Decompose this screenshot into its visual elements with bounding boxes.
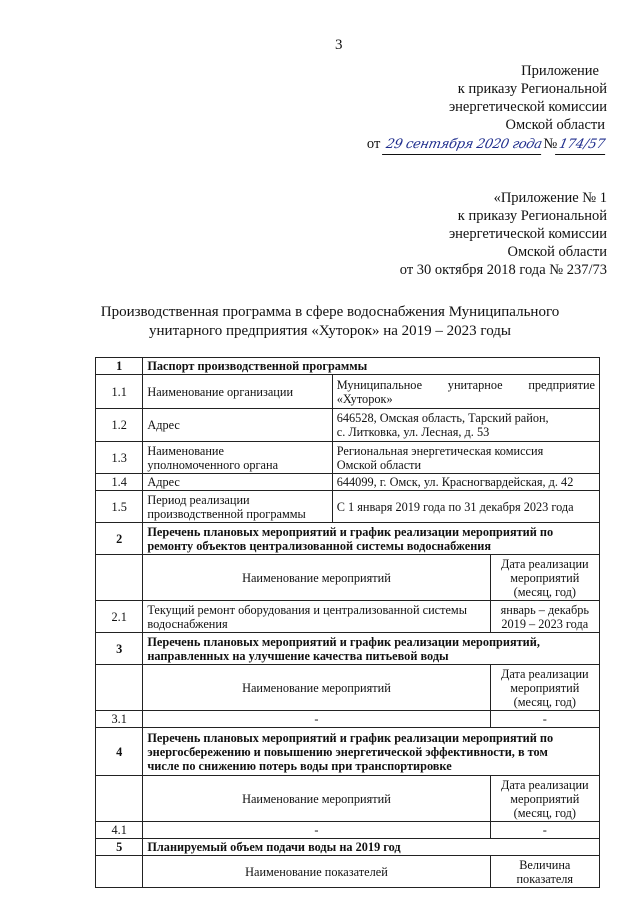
title-line: числе по снижению потерь воды при транспортировке (147, 758, 452, 773)
header-line: Дата реализации (500, 556, 589, 571)
header-line: Дата реализации (500, 666, 589, 681)
section-title (143, 633, 600, 665)
section-title (143, 728, 600, 776)
label-line: производственной программы (147, 506, 306, 521)
title-line: Производственная программа в сфере водоснабжения Муниципального (100, 304, 560, 320)
table-row (96, 474, 600, 491)
event-name: - (143, 822, 490, 839)
header-line: Приложение (521, 63, 599, 79)
annex-line: энергетической комиссии (448, 226, 607, 242)
value-line: Муниципальное унитарное предприятие (336, 377, 595, 392)
section-title: Планируемый объем подачи воды на 2019 год (143, 839, 600, 856)
column-header-value (490, 856, 599, 888)
row-number: 1.1 (96, 375, 143, 409)
header-line: мероприятий (510, 791, 580, 806)
date-line: январь – декабрь (500, 602, 589, 617)
event-date: - (490, 711, 599, 728)
title-line: ремонту объектов централизованной системы водоснабжения (147, 538, 492, 553)
title-line: Перечень плановых мероприятий и график реализации мероприятий, (147, 634, 540, 649)
empty-cell (96, 555, 143, 601)
page-number: 3 (335, 37, 343, 53)
header-line: (месяц, год) (513, 584, 576, 599)
event-line: водоснабжения (147, 616, 228, 631)
header-line: (месяц, год) (513, 805, 576, 820)
event-name: - (143, 711, 490, 728)
row-number: 3.1 (96, 711, 143, 728)
title-line: Перечень плановых мероприятий и график реализации мероприятий по (147, 730, 554, 745)
event-date (490, 601, 599, 633)
section-title (143, 523, 600, 555)
row-label: Адрес (143, 474, 332, 491)
title-line: направленных на улучшение качества питьевой воды (147, 648, 449, 663)
row-value: С 1 января 2019 года по 31 декабря 2023 года (332, 491, 599, 523)
order-date-number (367, 135, 607, 155)
title-line: энергосбережению и повышению энергетической эффективности, в том (147, 744, 548, 759)
table-row (96, 601, 600, 633)
row-value: 644099, г. Омск, ул. Красногвардейская, д. 42 (332, 474, 599, 491)
section-number: 5 (96, 839, 143, 856)
table-row (96, 491, 600, 523)
annex-header (400, 189, 607, 279)
handwritten-date: 29 сентября 2020 года (382, 136, 545, 155)
row-value (332, 409, 599, 442)
header-line: Омской области (505, 117, 605, 133)
column-header-event-name: Наименование мероприятий (143, 776, 490, 822)
document-title (70, 303, 590, 341)
row-label (143, 442, 332, 474)
empty-cell (96, 776, 143, 822)
table-row (96, 375, 600, 409)
row-number: 1.2 (96, 409, 143, 442)
table-row (96, 409, 600, 442)
table-header-row (96, 856, 600, 888)
table-row (96, 442, 600, 474)
value-line: Региональная энергетическая комиссия (336, 443, 544, 458)
section-title: Паспорт производственной программы (143, 358, 600, 375)
event-name (143, 601, 490, 633)
value-line: «Хуторок» (336, 391, 393, 406)
header-line: Величина (519, 857, 571, 872)
row-number: 4.1 (96, 822, 143, 839)
from-prefix: от (366, 136, 381, 152)
row-label: Адрес (143, 409, 332, 442)
section-number: 3 (96, 633, 143, 665)
column-header-indicator-name: Наименование показателей (143, 856, 490, 888)
header-line: (месяц, год) (513, 694, 576, 709)
annex-line: от 30 октября 2018 года № 237/73 (399, 262, 607, 278)
table-row (96, 523, 600, 555)
column-header-date (490, 776, 599, 822)
row-number: 1.3 (96, 442, 143, 474)
event-date: - (490, 822, 599, 839)
annex-line: «Приложение № 1 (493, 190, 607, 206)
table-row (96, 839, 600, 856)
empty-cell (96, 665, 143, 711)
row-number: 1.5 (96, 491, 143, 523)
title-line: унитарного предприятия «Хуторок» на 2019 – 2023 годы (149, 323, 511, 339)
row-number: 2.1 (96, 601, 143, 633)
table-row (96, 633, 600, 665)
row-value (332, 442, 599, 474)
approval-header (367, 62, 607, 155)
column-header-date (490, 555, 599, 601)
column-header-event-name: Наименование мероприятий (143, 555, 490, 601)
row-label (143, 491, 332, 523)
number-prefix: № (543, 136, 558, 152)
empty-cell (96, 856, 143, 888)
header-line: Дата реализации (500, 777, 589, 792)
label-line: уполномоченного органа (147, 457, 279, 472)
section-number: 1 (96, 358, 143, 375)
column-header-event-name: Наименование мероприятий (143, 665, 490, 711)
program-table (95, 357, 600, 888)
value-line: Омской области (336, 457, 422, 472)
handwritten-number: 174/57 (555, 136, 609, 155)
row-label: Наименование организации (143, 375, 332, 409)
value-line: с. Литковка, ул. Лесная, д. 53 (336, 425, 490, 439)
annex-line: Омской области (507, 244, 607, 260)
table-row (96, 711, 600, 728)
table-header-row (96, 665, 600, 711)
table-row (96, 822, 600, 839)
header-line: энергетической комиссии (448, 99, 607, 115)
column-header-date (490, 665, 599, 711)
table-row (96, 728, 600, 776)
event-line: Текущий ремонт оборудования и централизованной системы (147, 602, 467, 617)
header-line: мероприятий (510, 680, 580, 695)
row-value (332, 375, 599, 409)
header-line: к приказу Региональной (457, 81, 607, 97)
row-number: 1.4 (96, 474, 143, 491)
table-row (96, 358, 600, 375)
title-line: Перечень плановых мероприятий и график реализации мероприятий по (147, 524, 554, 539)
date-line: 2019 – 2023 года (501, 616, 589, 631)
section-number: 4 (96, 728, 143, 776)
header-line: мероприятий (510, 570, 580, 585)
annex-line: к приказу Региональной (457, 208, 607, 224)
table-header-row (96, 776, 600, 822)
value-line: 646528, Омская область, Тарский район, (336, 411, 549, 425)
table-header-row (96, 555, 600, 601)
header-line: показателя (516, 871, 574, 886)
label-line: Период реализации (147, 492, 250, 507)
section-number: 2 (96, 523, 143, 555)
label-line: Наименование (147, 443, 224, 458)
